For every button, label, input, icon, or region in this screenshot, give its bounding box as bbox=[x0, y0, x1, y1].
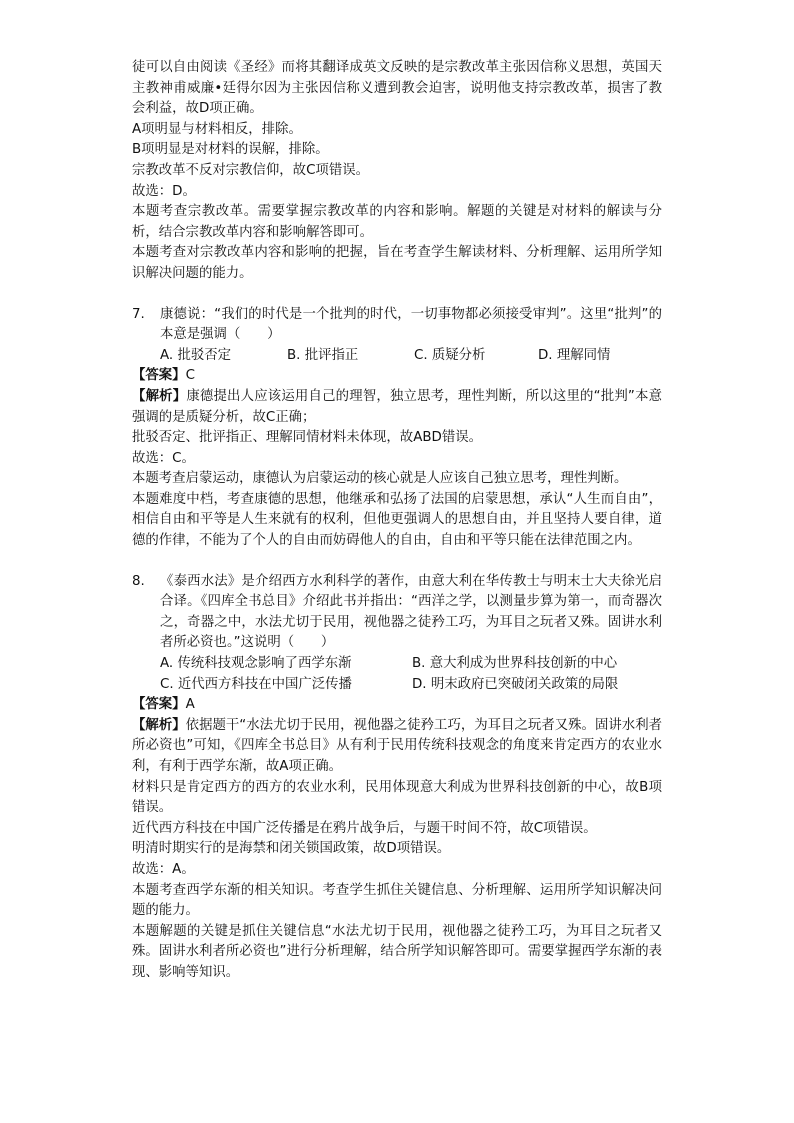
question-8-options bbox=[132, 654, 662, 695]
option-a: A. 批驳否定 bbox=[160, 347, 231, 363]
option-b: B. 意大利成为世界科技创新的中心 bbox=[412, 656, 618, 672]
analysis-tag: 【解析】 bbox=[132, 717, 186, 733]
paragraph: 徒可以自由阅读《圣经》而将其翻译成英文反映的是宗教改革主张因信称义思想，英国天主教神甫威廉•廷得尔因为主张因信称义遭到教会迫害，说明他支持宗教改革，损害了教会利益，故D项正确。 bbox=[132, 60, 662, 117]
question-number: 8. bbox=[132, 573, 145, 589]
spacer bbox=[132, 285, 662, 305]
analysis-tag: 【解析】 bbox=[132, 388, 187, 404]
question-7 bbox=[132, 305, 662, 346]
paragraph: 本题难度中档，考查康德的思想，他继承和弘扬了法国的启蒙思想，承认“人生而自由”，相信自由和平等是人生来就有的权利，但他更强调人的思想自由，并且坚持人要自律，道德的作律，不能为了个人的自由而妨碍他人的自由，自由和平等只能在法律范围之内。 bbox=[132, 491, 662, 549]
option-d: D. 理解同情 bbox=[538, 347, 611, 363]
paragraph: 本题解题的关键是抓住关键信息“水法尤切于民用，视他器之徒矜工巧，为耳目之玩者又殊。固讲水利者所必资也”进行分析理解，结合所学知识解答即可。需要掌握西学东渐的表现、影响等知识。 bbox=[132, 923, 662, 980]
paragraph: 本题考查宗教改革。需要掌握宗教改革的内容和影响。解题的关键是对材料的解读与分析，结合宗教改革内容和影响解答即可。 bbox=[132, 204, 662, 240]
paragraph: 故选：D。 bbox=[132, 183, 196, 199]
answer-tag: 【答案】 bbox=[132, 697, 186, 713]
document-page bbox=[132, 58, 662, 984]
paragraph: 明清时期实行的是海禁和闭关锁国政策，故D项错误。 bbox=[132, 841, 451, 857]
option-d: D. 明末政府已突破闭关政策的局限 bbox=[412, 676, 619, 692]
option-c: C. 近代西方科技在中国广泛传播 bbox=[160, 676, 352, 692]
paragraph: 本题考查对宗教改革内容和影响的把握，旨在考查学生解读材料、分析理解、运用所学知识解决问题的能力。 bbox=[132, 245, 662, 281]
answer-line bbox=[132, 695, 662, 716]
paragraph: 本题考查启蒙运动，康德认为启蒙运动的核心就是人应该自己独立思考，理性判断。 bbox=[132, 471, 628, 487]
question-8 bbox=[132, 572, 662, 654]
paragraph: 批驳否定、批评指正、理解同情材料未体现，故ABD错误。 bbox=[132, 430, 483, 446]
answer-value: C bbox=[185, 368, 195, 384]
paragraph: 近代西方科技在中国广泛传播是在鸦片战争后，与题干时间不符，故C项错误。 bbox=[132, 820, 597, 836]
paragraph: 故选：A。 bbox=[132, 861, 195, 877]
paragraph: 本题考查西学东渐的相关知识。考查学生抓住关键信息、分析理解、运用所学知识解决问题的能力。 bbox=[132, 882, 662, 919]
answer-value: A bbox=[185, 697, 195, 713]
question-7-options bbox=[132, 346, 662, 367]
analysis-text: 依据题干“水法尤切于民用，视他器之徒矜工巧，为耳目之玩者又殊。固讲水利者所必资也”可知，《四库全书总目》从有利于民用传统科技观念的角度来肯定西方的农业水利，有利于西学东渐，故A项正确。 bbox=[132, 717, 663, 774]
option-a: A. 传统科技观念影响了西学东渐 bbox=[160, 656, 352, 672]
answer-line bbox=[132, 366, 662, 387]
question-number: 7. bbox=[132, 306, 145, 322]
paragraph: 故选：C。 bbox=[132, 450, 195, 466]
question-stem: 康德说：“我们的时代是一个批判的时代，一切事物都必须接受审判”。这里“批判”的本意是强调（ ） bbox=[160, 306, 662, 343]
analysis-line bbox=[132, 716, 662, 778]
paragraph: 宗教改革不反对宗教信仰，故C项错误。 bbox=[132, 162, 369, 178]
paragraph: B项明显是对材料的误解，排除。 bbox=[132, 142, 329, 158]
option-b: B. 批评指正 bbox=[287, 347, 359, 363]
analysis-text: 康德提出人应该运用自己的理智，独立思考，理性判断，所以这里的“批判”本意强调的是质疑分析，故C正确； bbox=[132, 388, 663, 425]
question-stem: 《泰西水法》是介绍西方水利科学的著作，由意大利在华传教士与明末士大夫徐光启合译。《四库全书总目》介绍此书并指出：“西洋之学，以测量步算为第一，而奇器次之，奇器之中，水法尤切于民用，视他器之徒矜工巧，为耳目之玩者又殊。固讲水利者所必资也。”这说明（ ） bbox=[160, 573, 662, 651]
analysis-line bbox=[132, 387, 662, 428]
paragraph: 材料只是肯定西方的西方的农业水利，民用体现意大利成为世界科技创新的中心，故B项错误。 bbox=[132, 779, 662, 816]
option-c: C. 质疑分析 bbox=[414, 347, 486, 363]
answer-tag: 【答案】 bbox=[132, 368, 186, 384]
spacer bbox=[132, 552, 662, 572]
paragraph: A项明显与材料相反，排除。 bbox=[132, 121, 302, 137]
